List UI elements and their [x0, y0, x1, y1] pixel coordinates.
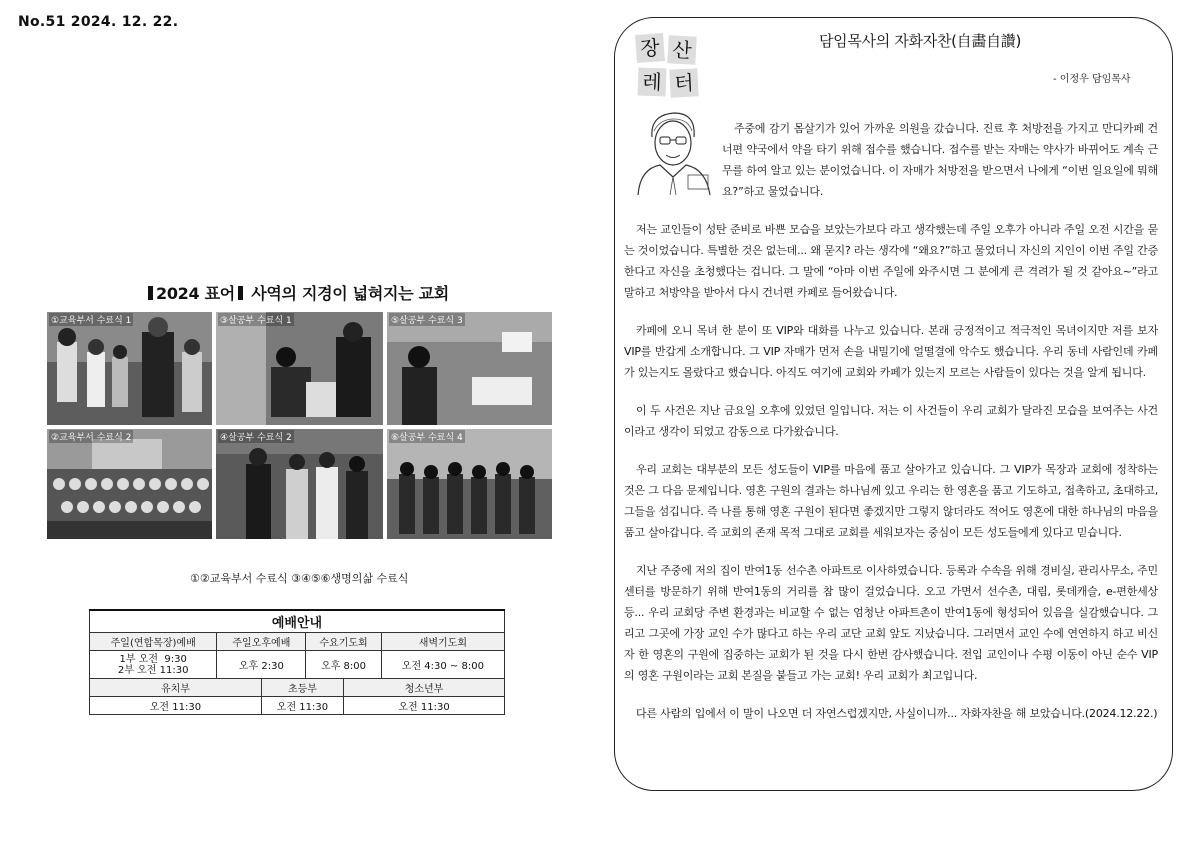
school-header: 청소년부: [344, 679, 505, 697]
photo-label: ⑥살공부 수료식 4: [389, 430, 465, 443]
photo-label: ④살공부 수료식 2: [218, 430, 294, 443]
photo-caption: ①②교육부서 수료식 ③④⑤⑥생명의삶 수료식: [190, 572, 409, 585]
letter-paragraph: 우리 교회는 대부분의 모든 성도들이 VIP를 마음에 품고 살아가고 있습니다. 그 VIP가 목장과 교회에 정착하는 것은 그 다음 문제입니다. 영혼 구원의 결과는 하나님께 있고 우리는 한 영혼을 품고 기도하고, 접촉하고, 초대하고, 그들을 섬깁니다. 즉 나를 통해 영혼 구원이 된다면 좋겠지만 그렇지 않더라도 적어도 영혼에 대한 하나님의 마음을 품고 살아갑니다. 즉 교회의 존재 목적 그대로 교회를 세워보자는 중심이 모든 성도들에게 있다고 믿습니다.: [624, 463, 1158, 539]
photo-label: ⑤살공부 수료식 3: [389, 313, 465, 326]
letter-body: [624, 118, 1158, 741]
letter-paragraph: 주중에 감기 몸살기가 있어 가까운 의원을 갔습니다. 진료 후 처방전을 가지고 만디카페 건너편 약국에서 약을 타기 위해 접수를 했습니다. 접수를 받는 자매는 약사가 바뀌어도 계속 근무를 하여 알고 있는 분이었습니다. 이 자매가 처방전을 받으면서 나에게 “이번 일요일에 뭐해요?”하고 물었습니다.: [722, 122, 1158, 198]
title-text: 사역의 지경이 넓혀지는 교회: [251, 284, 449, 303]
photo-scene: [216, 429, 383, 539]
worship-header: 수요기도회: [306, 633, 381, 651]
photo-section-title: [145, 281, 449, 304]
photo-scene: [47, 429, 212, 539]
school-value: 오전 11:30: [261, 697, 343, 715]
worship-header: 주일오후예배: [217, 633, 306, 651]
photo-grid: [47, 312, 552, 539]
photo-lifestudy-2: [216, 429, 383, 539]
worship-header: 새벽기도회: [381, 633, 504, 651]
photo-lifestudy-4: [387, 429, 552, 539]
photo-education-1: [47, 312, 212, 425]
photo-lifestudy-1: [216, 312, 383, 425]
letter-author: - 이정우 담임목사: [1053, 74, 1131, 85]
letter-paragraph: 카페에 오니 목녀 한 분이 또 VIP와 대화를 나누고 있습니다. 본래 긍정적이고 적극적인 목녀이지만 저를 보자 VIP를 반갑게 소개합니다. 그 VIP 자매가 먼저 손을 내밀기에 얼떨결에 악수도 했습니다. 우리 동네 사람인데 카페가 있는지도 몰랐다고 했습니다. 아직도 여기에 교회와 카페가 있는지 모르는 사람들이 있다는 것을 알게 됩니다.: [624, 324, 1158, 379]
sunday-second: 2부 오전 11:30: [117, 664, 189, 676]
school-value: 오전 11:30: [90, 697, 262, 715]
letter-paragraph: 저는 교인들이 성탄 준비로 바쁜 모습을 보았는가보다 라고 생각했는데 주일 오후가 아니라 주일 오전 시간을 묻는 것이었습니다. 특별한 것은 없는데... 왜 묻지? 라는 생각에 “왜요?”하고 물었더니 자신의 지인이 이번 주일 간증한다고 자신을 초청했다는 겁니다. 그 말에 “아마 이번 주일에 와주시면 그 분에게 큰 격려가 될 것 같아요~”라고 말하고 처방약을 받아서 다시 건너편 카페로 들어왔습니다.: [624, 223, 1158, 299]
letter-paragraph: 이 두 사건은 지난 금요일 오후에 있었던 일입니다. 저는 이 사건들이 우리 교회가 달라진 모습을 보여주는 사건이라고 생각이 되었고 감동으로 다가왔습니다.: [624, 404, 1158, 438]
letter-paragraph: 지난 주중에 저의 집이 반여1동 선수촌 아파트로 이사하였습니다. 등록과 수속을 위해 경비실, 관리사무소, 주민센터를 방문하기 위해 반여1동의 거리를 참 많이 걸었습니다. 오고 가면서 선수촌, 대림, 롯데캐슬, e-편한세상 등... 우리 교회당 주변 환경과는 비교할 수 없는 엄청난 아파트촌이 반여1동에 형성되어 있음을 실감했습니다. 그리고 그곳에 가장 교인 수가 많다고 하는 우리 교단 교회 앞도 지났습니다. 그러면서 교인 수에 연연하지 하고 비신자 한 영혼의 구원에 집중하는 교회가 된 것을 다시 한번 감사했습니다. 전입 교인이나 수평 이동이 아닌 순수 VIP의 영혼 구원이라는 교회 본질을 붙들고 가는 교회! 우리 교회가 최고입니다.: [624, 564, 1158, 682]
worship-value: 오후 8:00: [306, 651, 381, 679]
worship-table: [89, 609, 505, 715]
school-header: 초등부: [261, 679, 343, 697]
school-value: 오전 11:30: [344, 697, 505, 715]
badge-char: 산: [667, 35, 696, 64]
school-header: 유치부: [90, 679, 262, 697]
title-mark-right: [238, 286, 243, 300]
badge-char: 터: [669, 68, 698, 97]
worship-value-sunday: [90, 651, 217, 679]
photo-education-2: [47, 429, 212, 539]
photo-scene: [387, 312, 552, 425]
photo-scene: [216, 312, 383, 425]
letter-title: 담임목사의 자화자찬(自畵自讚): [818, 32, 1022, 50]
photo-lifestudy-3: [387, 312, 552, 425]
worship-value: 오전 4:30 ~ 8:00: [381, 651, 504, 679]
worship-value: 오후 2:30: [217, 651, 306, 679]
photo-scene: [47, 312, 212, 425]
worship-title: 예배안내: [90, 610, 505, 633]
photo-label: ①교육부서 수료식 1: [49, 313, 133, 326]
badge-char: 장: [635, 33, 665, 63]
badge-char: 레: [638, 68, 667, 97]
worship-header: 주일(연합목장)예배: [90, 633, 217, 651]
photo-label: ②교육부서 수료식 2: [49, 430, 133, 443]
photo-label: ③살공부 수료식 1: [218, 313, 294, 326]
issue-number: No.51 2024. 12. 22.: [18, 14, 179, 30]
photo-scene: [387, 429, 552, 539]
title-year: 2024 표어: [156, 284, 235, 303]
title-mark-left: [148, 286, 153, 300]
portrait-space: [624, 118, 722, 202]
sunday-first: 1부 오전 9:30: [119, 653, 187, 665]
letter-paragraph: 다른 사람의 입에서 이 말이 나오면 더 자연스럽겠지만, 사실이니까... 자화자찬을 해 보았습니다.(2024.12.22.): [636, 707, 1158, 720]
